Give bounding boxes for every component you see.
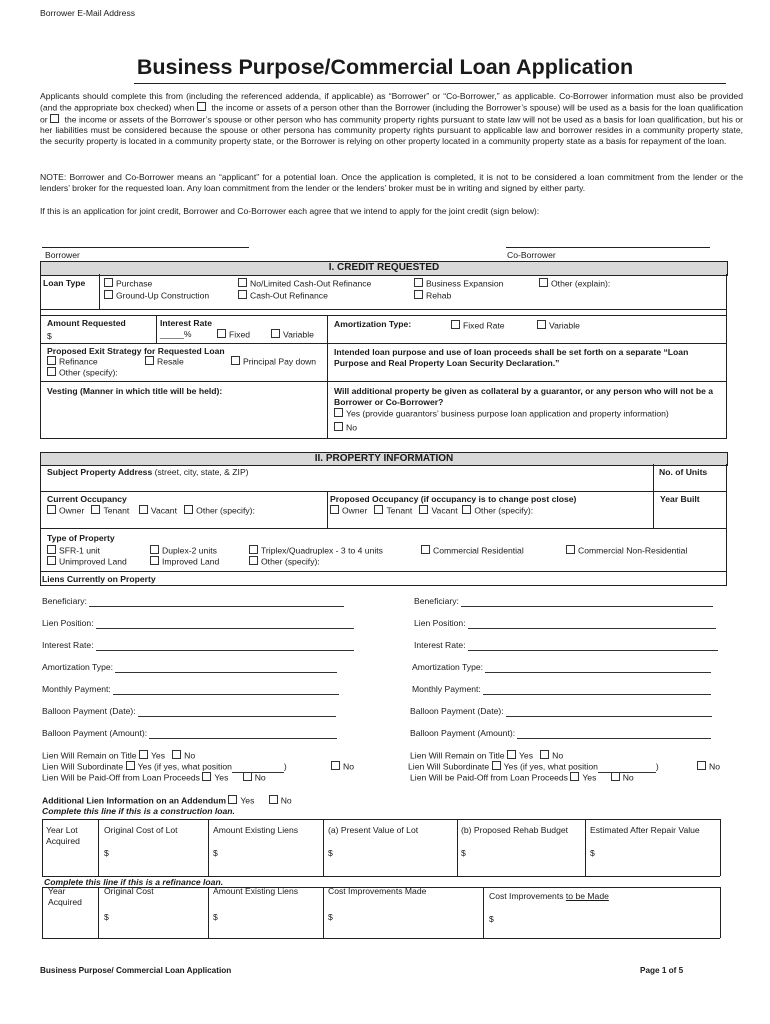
exit-other[interactable]: Other (specify): <box>47 367 118 379</box>
type-sfr[interactable]: SFR-1 unit <box>47 545 100 557</box>
checkbox[interactable] <box>47 367 56 376</box>
refi-liens-field[interactable]: $ <box>213 912 218 922</box>
exit-principal-paydown[interactable]: Principal Pay down <box>231 356 316 368</box>
checkbox[interactable] <box>374 505 383 514</box>
amortization-type-label: Amortization Type: <box>334 319 412 329</box>
amortization-variable[interactable]: Variable <box>537 320 580 332</box>
checkbox[interactable] <box>150 556 159 565</box>
lien2-balloon-date[interactable]: Balloon Payment (Date): <box>410 706 712 717</box>
type-improved-land[interactable]: Improved Land <box>150 556 219 568</box>
checkbox[interactable] <box>238 278 247 287</box>
loan-type-rehab[interactable]: Rehab <box>414 290 451 302</box>
checkbox[interactable] <box>91 505 100 514</box>
email-label: Borrower E-Mail Address <box>40 8 136 18</box>
note-paragraph: NOTE: Borrower and Co-Borrower means an “applicant” for a potential loan. Once the application is completed, it is not to be considered a loan commitment from the lender or the lenders’ broker for the requested loan. Any loan commitment from the lender or the lenders’ broker must be in writing and signed by either party. <box>40 172 743 193</box>
additional-lien-addendum: Additional Lien Information on an Addendum Yes No <box>42 795 292 806</box>
checkbox[interactable] <box>451 320 460 329</box>
lien2-remain-on-title: Lien Will Remain on Title Yes No <box>410 750 564 761</box>
lien1-beneficiary[interactable]: Beneficiary: <box>42 596 344 607</box>
refi-cost-field[interactable]: $ <box>104 912 109 922</box>
checkbox[interactable] <box>217 329 226 338</box>
proposed-occupancy-options: Owner Tenant Vacant Other (specify): <box>330 505 533 517</box>
checkbox[interactable] <box>697 761 706 770</box>
construction-liens-field[interactable]: $ <box>213 848 218 858</box>
checkbox[interactable] <box>228 795 237 804</box>
lien2-subordinate: Lien Will Subordinate Yes (if yes, what position ) <box>408 761 659 772</box>
footer-page-number: Page 1 of 5 <box>640 966 684 975</box>
loan-type-label: Loan Type <box>43 278 86 288</box>
lien2-paid-off: Lien Will be Paid-Off from Loan Proceeds Yes No <box>410 772 634 783</box>
year-built-label: Year Built <box>660 494 700 504</box>
col-amount-existing-liens: Amount Existing Liens <box>213 825 299 835</box>
construction-present-field[interactable]: $ <box>328 848 333 858</box>
checkbox[interactable] <box>47 545 56 554</box>
lien2-monthly-payment[interactable]: Monthly Payment: <box>412 684 711 695</box>
type-other[interactable]: Other (specify): <box>249 556 320 568</box>
col-original-cost-lot: Original Cost of Lot <box>104 825 178 835</box>
col-year-acquired: Year Acquired <box>48 886 82 907</box>
lien1-amortization-type[interactable]: Amortization Type: <box>42 662 337 673</box>
collateral-question: Will additional property be given as collateral by a guarantor, or any person who will not be a Borrower or Co-Borrower? <box>334 386 714 407</box>
lien1-lien-position[interactable]: Lien Position: <box>42 618 354 629</box>
refinance-note: Complete this line if this is a refinance loan. <box>44 877 224 887</box>
checkbox[interactable] <box>330 505 339 514</box>
construction-note: Complete this line if this is a construction loan. <box>42 806 235 816</box>
current-occupancy-options: Owner Tenant Vacant Other (specify): <box>47 505 255 517</box>
checkbox[interactable] <box>145 356 154 365</box>
exit-resale[interactable]: Resale <box>145 356 184 368</box>
checkbox[interactable] <box>50 114 59 123</box>
page-title: Business Purpose/Commercial Loan Application <box>136 55 634 79</box>
checkbox[interactable] <box>238 290 247 299</box>
intended-purpose-text: Intended loan purpose and use of loan proceeds shall be set forth on a separate “Loan Purpose and Real Property Loan Security Declaration.” <box>334 347 689 368</box>
section-credit-requested: I. CREDIT REQUESTED <box>40 261 728 276</box>
lien1-balloon-amount[interactable]: Balloon Payment (Amount): <box>42 728 337 739</box>
joint-paragraph: If this is an application for joint credit, Borrower and Co-Borrower each agree that we intend to apply for the joint credit (sign below): <box>40 206 540 216</box>
liens-label: Liens Currently on Property <box>42 574 156 584</box>
type-commercial-residential[interactable]: Commercial Residential <box>421 545 524 557</box>
checkbox[interactable] <box>421 545 430 554</box>
lien1-subordinate: Lien Will Subordinate Yes (if yes, what position ) <box>42 761 287 772</box>
checkbox[interactable] <box>47 505 56 514</box>
amount-requested-field[interactable]: $ <box>47 331 52 341</box>
refi-improvements-made-field[interactable]: $ <box>328 912 333 922</box>
checkbox[interactable] <box>507 750 516 759</box>
checkbox[interactable] <box>334 422 343 431</box>
borrower-signature-line[interactable] <box>42 247 249 248</box>
lien1-paid-off: Lien Will be Paid-Off from Loan Proceeds Yes No <box>42 772 266 783</box>
col-cost-improvements-to-be-made: Cost Improvements to be Made <box>489 891 609 901</box>
section-property-information: II. PROPERTY INFORMATION <box>40 452 728 466</box>
col-refi-existing-liens: Amount Existing Liens <box>213 886 299 896</box>
checkbox[interactable] <box>139 750 148 759</box>
exit-strategy-label: Proposed Exit Strategy for Requested Loan <box>47 346 225 356</box>
col-present-value-lot: (a) Present Value of Lot <box>328 825 419 835</box>
lien1-interest-rate[interactable]: Interest Rate: <box>42 640 354 651</box>
checkbox[interactable] <box>540 750 549 759</box>
checkbox[interactable] <box>197 102 206 111</box>
loan-type-cash-out[interactable]: Cash-Out Refinance <box>238 290 328 302</box>
vesting-label: Vesting (Manner in which title will be held): <box>47 386 223 396</box>
checkbox[interactable] <box>414 290 423 299</box>
checkbox[interactable] <box>104 278 113 287</box>
interest-rate-field[interactable]: _____% <box>160 329 192 339</box>
interest-variable[interactable]: Variable <box>271 329 314 341</box>
type-commercial-non-residential[interactable]: Commercial Non-Residential <box>566 545 687 557</box>
no-of-units-label: No. of Units <box>659 467 708 477</box>
lien1-subordinate-no[interactable]: No <box>331 761 354 773</box>
type-unimproved-land[interactable]: Unimproved Land <box>47 556 127 568</box>
subject-property-address-label: Subject Property Address (street, city, state, & ZIP) <box>47 467 249 477</box>
checkbox[interactable] <box>104 290 113 299</box>
loan-type-no-limited[interactable]: No/Limited Cash-Out Refinance <box>238 278 371 290</box>
checkbox[interactable] <box>462 505 471 514</box>
exit-refinance[interactable]: Refinance <box>47 356 98 368</box>
amount-requested-label: Amount Requested <box>47 318 126 328</box>
loan-type-ground-up[interactable]: Ground-Up Construction <box>104 290 209 302</box>
lien1-balloon-date[interactable]: Balloon Payment (Date): <box>42 706 336 717</box>
lien1-monthly-payment[interactable]: Monthly Payment: <box>42 684 339 695</box>
loan-type-other[interactable]: Other (explain): <box>539 278 610 290</box>
checkbox[interactable] <box>47 556 56 565</box>
current-occupancy-label: Current Occupancy <box>47 494 127 504</box>
checkbox[interactable] <box>249 545 258 554</box>
collateral-no[interactable]: No <box>334 422 357 434</box>
checkbox[interactable] <box>243 772 252 781</box>
type-of-property-label: Type of Property <box>47 533 115 543</box>
col-original-cost: Original Cost <box>104 886 154 896</box>
checkbox[interactable] <box>334 408 343 417</box>
checkbox[interactable] <box>126 761 135 770</box>
amortization-fixed-rate[interactable]: Fixed Rate <box>451 320 505 332</box>
checkbox[interactable] <box>184 505 193 514</box>
checkbox[interactable] <box>249 556 258 565</box>
borrower-label: Borrower <box>45 250 80 260</box>
checkbox[interactable] <box>570 772 579 781</box>
lien2-beneficiary[interactable]: Beneficiary: <box>414 596 713 607</box>
checkbox[interactable] <box>419 505 428 514</box>
lien2-lien-position[interactable]: Lien Position: <box>414 618 716 629</box>
checkbox[interactable] <box>414 278 423 287</box>
type-triplex[interactable]: Triplex/Quadruplex - 3 to 4 units <box>249 545 383 557</box>
col-year-lot-acquired: Year Lot Acquired <box>46 825 80 846</box>
col-cost-improvements-made: Cost Improvements Made <box>328 886 427 896</box>
checkbox[interactable] <box>611 772 620 781</box>
checkbox[interactable] <box>492 761 501 770</box>
lien2-amortization-type[interactable]: Amortization Type: <box>412 662 711 673</box>
checkbox[interactable] <box>539 278 548 287</box>
checkbox[interactable] <box>271 329 280 338</box>
lien2-interest-rate[interactable]: Interest Rate: <box>414 640 718 651</box>
checkbox[interactable] <box>331 761 340 770</box>
lien1-remain-on-title: Lien Will Remain on Title Yes No <box>42 750 196 761</box>
checkbox[interactable] <box>269 795 278 804</box>
checkbox[interactable] <box>566 545 575 554</box>
checkbox[interactable] <box>150 545 159 554</box>
collateral-yes[interactable]: Yes (provide guarantors’ business purpose loan application and property information) <box>334 408 669 420</box>
loan-type-business-expansion[interactable]: Business Expansion <box>414 278 503 290</box>
coborrower-label: Co-Borrower <box>507 250 556 260</box>
interest-rate-label: Interest Rate <box>160 318 213 328</box>
type-duplex[interactable]: Duplex-2 units <box>150 545 217 557</box>
construction-arv-field[interactable]: $ <box>590 848 595 858</box>
checkbox[interactable] <box>139 505 148 514</box>
col-proposed-rehab-budget: (b) Proposed Rehab Budget <box>461 825 569 835</box>
construction-rehab-field[interactable]: $ <box>461 848 466 858</box>
construction-cost-field[interactable]: $ <box>104 848 109 858</box>
interest-fixed[interactable]: Fixed <box>217 329 250 341</box>
lien2-balloon-amount[interactable]: Balloon Payment (Amount): <box>410 728 711 739</box>
lien2-subordinate-no[interactable]: No <box>697 761 720 773</box>
checkbox[interactable] <box>537 320 546 329</box>
footer-form-name: Business Purpose/ Commercial Loan Application <box>40 966 232 975</box>
loan-type-purchase[interactable]: Purchase <box>104 278 152 290</box>
proposed-occupancy-label: Proposed Occupancy (if occupancy is to change post close) <box>330 494 577 504</box>
checkbox[interactable] <box>47 356 56 365</box>
coborrower-signature-line[interactable] <box>506 247 710 248</box>
intro-paragraph: Applicants should complete this from (including the referenced addenda, if applicable) as “Borrower” or “Co-Borrower,” as applicable. Co-Borrower information must also be provided (and the appropriate box checked) when the income or assets of a person other than the Borrower (including the Borrower’s spouse) will be used as a basis for the loan qualification or the income or assets of the Borrower’s spouse or other person who has community property rights pursuant to state law will not be used as a basis for loan qualification, but his or her liabilities must be considered because the spouse or other persona has community property rights pursuant to applicable law and borrower resides in a community property state, the security property is located in a community property state, or the Borrower is relying on other property located in a community property state as a basis for repayment of the loan. <box>40 91 743 146</box>
col-estimated-arv: Estimated After Repair Value <box>590 825 700 835</box>
checkbox[interactable] <box>231 356 240 365</box>
checkbox[interactable] <box>202 772 211 781</box>
checkbox[interactable] <box>172 750 181 759</box>
refi-improvements-to-be-made-field[interactable]: $ <box>489 914 494 924</box>
